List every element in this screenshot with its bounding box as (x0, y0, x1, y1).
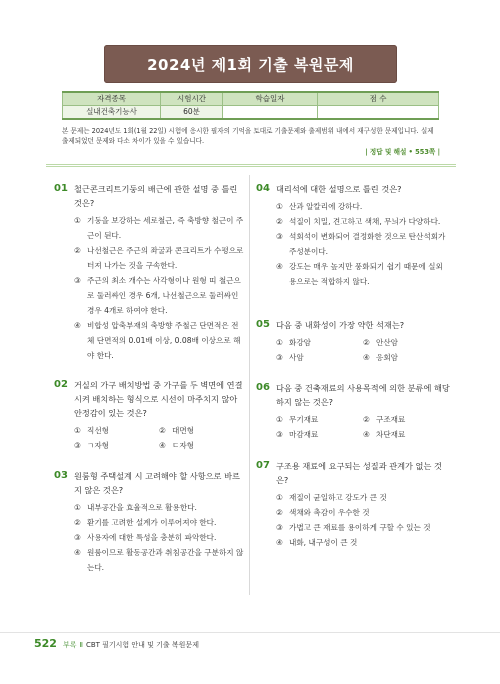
cell-time: 60분 (161, 105, 223, 119)
question-03 (54, 469, 244, 575)
option[interactable]: ③ 사용자에 대한 특성을 충분히 파악한다. (74, 533, 217, 542)
header-time: 시험시간 (161, 92, 223, 105)
option[interactable]: ③ 주근의 최소 개수는 사각형이나 원형 띠 철근으로 둘러싸인 경우 6개, 나선철근으로 둘러싸인 경우 4개로 하여야 한다. (74, 276, 241, 315)
cell-score (318, 105, 439, 119)
option[interactable]: ① 화강암 (276, 338, 312, 347)
question-01 (54, 182, 244, 363)
question-06 (256, 381, 450, 442)
question-04 (256, 182, 450, 289)
option[interactable]: ② 환기를 고려한 설계가 이루어져야 한다. (74, 518, 217, 527)
option[interactable]: ② 나선철근은 주근의 좌굴과 콘크리트가 수평으로 터져 나가는 것을 구속한다. (74, 246, 244, 270)
option[interactable]: ③ 석회석이 변화되어 결정화한 것으로 탄산석회가 주성분이다. (276, 232, 446, 256)
option[interactable]: ③ 사암 (276, 353, 304, 362)
title-banner (104, 45, 397, 83)
appendix-section: Ⅱ (79, 641, 83, 649)
cell-study-date (223, 105, 318, 119)
answer-reference: | 정답 및 해설 • 553쪽 | (365, 148, 440, 156)
divider (46, 166, 456, 167)
option[interactable]: ① 직선형 (74, 426, 110, 435)
footer-rule (0, 632, 500, 633)
appendix-label: 부록 (62, 641, 77, 649)
option[interactable]: ① 내부공간을 효율적으로 활용한다. (74, 503, 197, 512)
column-divider (249, 175, 250, 595)
cell-subject: 실내건축기능사 (63, 105, 161, 119)
option[interactable]: ② 대면형 (159, 426, 195, 435)
question-number: 06 (256, 382, 270, 393)
option[interactable]: ④ 응회암 (363, 353, 399, 362)
option[interactable]: ④ 내화, 내구성이 큰 것 (276, 538, 358, 547)
option[interactable]: ① 산과 알칼리에 강하다. (276, 202, 363, 211)
option[interactable]: ② 색채와 촉감이 우수한 것 (276, 508, 370, 517)
option[interactable]: ④ ㄷ자형 (159, 441, 195, 450)
option[interactable]: ④ 차단재료 (363, 430, 406, 439)
divider (46, 164, 456, 165)
question-stem: 원룸형 주택설계 시 고려해야 할 사항으로 바르지 않은 것은? (74, 471, 240, 495)
question-07 (256, 459, 450, 550)
info-table (62, 91, 439, 120)
option[interactable]: ① 재질이 균일하고 강도가 큰 것 (276, 493, 387, 502)
question-stem: 다음 중 건축재료의 사용목적에 의한 분류에 해당하지 않는 것은? (276, 383, 450, 407)
question-stem: 구조용 재료에 요구되는 성질과 관계가 없는 것은? (276, 461, 442, 485)
option[interactable]: ④ 비합성 압축부재의 축방향 주철근 단면적은 전체 단면적의 0.01배 이상, 0.08배 이상으로 해야 한다. (74, 321, 241, 360)
question-number: 07 (256, 460, 270, 471)
option[interactable]: ① 기둥을 보강하는 세로철근, 즉 축방향 철근이 주근이 된다. (74, 216, 244, 240)
question-number: 01 (54, 183, 68, 194)
intro-text: 본 문제는 2024년도 1회(1월 22일) 시험에 응시한 필자의 기억을 토대로 기출문제와 출제범위 내에서 재구성한 문제입니다. 실제 출제되었던 문제와 다소 차이가 있을 수 있습니다. (62, 127, 434, 145)
info-table-header (63, 92, 439, 105)
question-number: 02 (54, 379, 68, 390)
header-score: 점 수 (318, 92, 439, 105)
option[interactable]: ② 석질이 치밀, 견고하고 색채, 무늬가 다양하다. (276, 217, 441, 226)
question-number: 03 (54, 470, 68, 481)
question-number: 04 (256, 183, 270, 194)
info-table-row (63, 105, 439, 119)
footer-title: CBT 필기시험 안내 및 기출 복원문제 (85, 641, 199, 649)
question-stem: 다음 중 내화성이 가장 약한 석재는? (276, 320, 405, 330)
option[interactable]: ① 무기재료 (276, 415, 319, 424)
page-footer (34, 637, 199, 650)
option[interactable]: ④ 원룸이므로 활동공간과 취침공간을 구분하지 않는다. (74, 548, 244, 572)
page-number: 522 (34, 637, 57, 650)
question-number: 05 (256, 319, 270, 330)
question-stem: 대리석에 대한 설명으로 틀린 것은? (276, 184, 402, 194)
question-stem: 철근콘크리트기둥의 배근에 관한 설명 중 틀린 것은? (74, 184, 238, 208)
option[interactable]: ③ 가볍고 큰 재료를 용이하게 구할 수 있는 것 (276, 523, 431, 532)
question-05 (256, 318, 450, 365)
question-02 (54, 378, 244, 453)
option[interactable]: ③ 마감재료 (276, 430, 319, 439)
option[interactable]: ② 안산암 (363, 338, 399, 347)
option[interactable]: ② 구조재료 (363, 415, 406, 424)
header-subject: 자격종목 (63, 92, 161, 105)
option[interactable]: ③ ㄱ자형 (74, 441, 110, 450)
option[interactable]: ④ 강도는 매우 높지만 풍화되기 쉽기 때문에 실외용으로는 적합하지 않다. (276, 262, 443, 286)
page-title: 2024년 제1회 기출 복원문제 (147, 55, 354, 74)
header-study-date: 학습일자 (223, 92, 318, 105)
question-stem: 거실의 가구 배치방법 중 가구를 두 벽면에 연결시켜 배치하는 형식으로 시선이 마주치지 않아 안정감이 있는 것은? (74, 380, 243, 418)
